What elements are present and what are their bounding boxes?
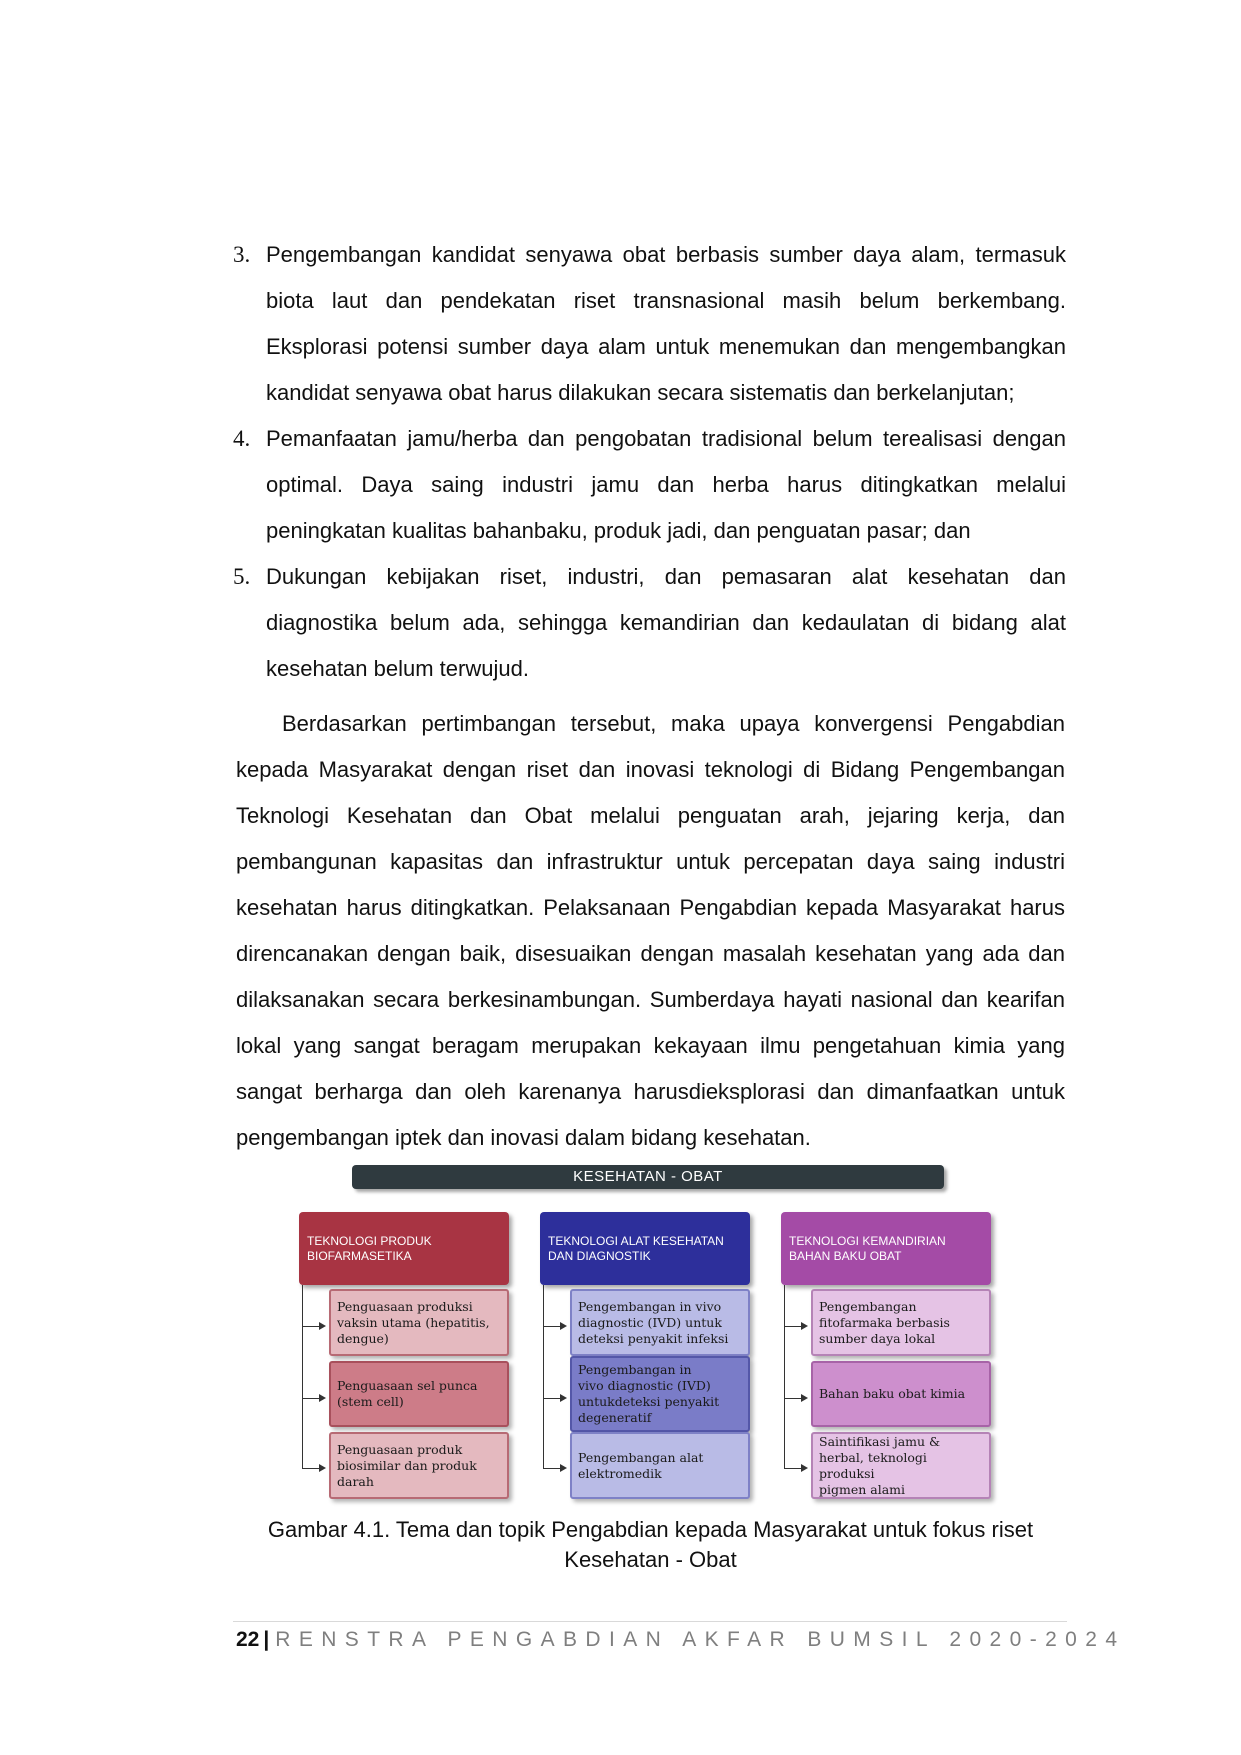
list-item — [233, 232, 1066, 416]
page-footer — [236, 1627, 1125, 1653]
card-line: Penguasaan produksi — [337, 1298, 473, 1314]
connector-line — [784, 1398, 802, 1399]
arrow-icon — [801, 1464, 808, 1472]
caption-line: Gambar 4.1. Tema dan topik Pengabdian kepada Masyarakat untuk fokus riset — [267, 1517, 1034, 1542]
heading-line: TEKNOLOGI PRODUK — [307, 1234, 432, 1248]
list-text: Pemanfaatan jamu/herba dan pengobatan tradisional belum terealisasi dengan optimal. Daya saing industri jamu dan herba harus ditingkatkan melalui peningkatan kualitas bahanbaku, produk jadi, dan penguatan pasar; dan — [266, 426, 1066, 543]
connector-line — [302, 1285, 303, 1468]
card-line: dengue) — [337, 1330, 389, 1346]
heading-line: TEKNOLOGI KEMANDIRIAN — [789, 1234, 946, 1248]
connector-line — [302, 1398, 320, 1399]
diagram-banner: KESEHATAN - OBAT — [352, 1165, 944, 1189]
column-heading-biofarmasetika — [299, 1212, 509, 1285]
card-line: Penguasaan sel punca — [337, 1378, 478, 1393]
numbered-list — [233, 232, 1066, 692]
arrow-icon — [560, 1322, 567, 1330]
card-line: biosimilar dan produk — [337, 1457, 477, 1473]
connector-line — [784, 1326, 802, 1327]
connector-line — [543, 1398, 561, 1399]
card-line: Pengembangan in vivo — [578, 1298, 722, 1314]
arrow-icon — [801, 1394, 808, 1402]
column-heading-bahan-baku — [781, 1212, 991, 1285]
connector-line — [784, 1468, 802, 1469]
card-line: fitofarmaka berbasis — [819, 1314, 950, 1330]
card-line: Pengembangan alat — [578, 1449, 704, 1465]
list-number: 5. — [233, 564, 251, 589]
heading-line: DAN DIAGNOSTIK — [548, 1249, 651, 1263]
card-line: vivo diagnostic (IVD) — [578, 1378, 711, 1393]
arrow-icon — [319, 1394, 326, 1402]
topic-card — [811, 1289, 991, 1356]
topic-card — [329, 1289, 509, 1356]
card-line: degeneratif — [578, 1410, 652, 1425]
arrow-icon — [319, 1322, 326, 1330]
topic-card — [811, 1432, 991, 1499]
list-text: Dukungan kebijakan riset, industri, dan pemasaran alat kesehatan dan diagnostika belum ada, sehingga kemandirian dan kedaulatan di bidang alat kesehatan belum terwujud. — [266, 564, 1066, 681]
card-line: deteksi penyakit infeksi — [578, 1330, 729, 1346]
topic-card — [570, 1432, 750, 1499]
list-number: 4. — [233, 426, 251, 451]
card-line: (stem cell) — [337, 1394, 404, 1409]
topic-card — [811, 1361, 991, 1427]
connector-line — [784, 1285, 785, 1468]
connector-line — [543, 1468, 561, 1469]
list-number: 3. — [233, 242, 251, 267]
card-line: diagnostic (IVD) untuk — [578, 1314, 722, 1330]
arrow-icon — [560, 1394, 567, 1402]
card-line: vaksin utama (hepatitis, — [337, 1314, 490, 1330]
caption-line: Kesehatan - Obat — [564, 1547, 737, 1572]
topic-card — [329, 1361, 509, 1427]
card-line: elektromedik — [578, 1465, 662, 1481]
heading-line: BIOFARMASETIKA — [307, 1249, 412, 1263]
card-line: Bahan baku obat kimia — [819, 1386, 966, 1401]
footer-separator: | — [263, 1628, 270, 1651]
card-line: darah — [337, 1473, 374, 1489]
heading-line: BAHAN BAKU OBAT — [789, 1249, 902, 1263]
figure-caption — [236, 1515, 1065, 1575]
card-line: Saintifikasi jamu & — [819, 1433, 941, 1449]
card-line: Pengembangan in — [578, 1362, 692, 1377]
topic-card — [329, 1432, 509, 1499]
list-item — [233, 416, 1066, 554]
card-line: pigmen alami — [819, 1481, 906, 1497]
arrow-icon — [801, 1322, 808, 1330]
running-title: RENSTRA PENGABDIAN AKFAR BUMSIL 2020-2024 — [275, 1628, 1126, 1651]
connector-line — [543, 1285, 544, 1468]
topic-card — [570, 1356, 750, 1432]
page-number: 22 — [236, 1628, 260, 1651]
topic-card — [570, 1289, 750, 1356]
heading-line: TEKNOLOGI ALAT KESEHATAN — [548, 1234, 724, 1248]
card-line: sumber daya lokal — [819, 1330, 936, 1346]
list-text: Pengembangan kandidat senyawa obat berbasis sumber daya alam, termasuk biota laut dan pendekatan riset transnasional masih belum berkembang. Eksplorasi potensi sumber daya alam untuk menemukan dan mengembangkan kandidat senyawa obat harus dilakukan secara sistematis dan berkelanjutan; — [266, 242, 1066, 405]
connector-line — [543, 1326, 561, 1327]
card-line: Penguasaan produk — [337, 1441, 463, 1457]
arrow-icon — [560, 1464, 567, 1472]
list-item — [233, 554, 1066, 692]
card-line: Pengembangan — [819, 1298, 917, 1314]
card-line: herbal, teknologi produksi — [819, 1449, 927, 1481]
footer-divider — [233, 1621, 1067, 1622]
card-line: untukdeteksi penyakit — [578, 1394, 720, 1409]
arrow-icon — [319, 1464, 326, 1472]
column-heading-alat-kesehatan — [540, 1212, 750, 1285]
connector-line — [302, 1468, 320, 1469]
body-paragraph: Berdasarkan pertimbangan tersebut, maka upaya konvergensi Pengabdian kepada Masyarakat dengan riset dan inovasi teknologi di Bidang Pengembangan Teknologi Kesehatan dan Obat melalui penguatan arah, jejaring kerja, dan pembangunan kapasitas dan infrastruktur untuk percepatan daya saing industri kesehatan harus ditingkatkan. Pelaksanaan Pengabdian kepada Masyarakat harus direncanakan dengan baik, disesuaikan dengan masalah kesehatan yang ada dan dilaksanakan secara berkesinambungan. Sumberdaya hayati nasional dan kearifan lokal yang sangat beragam merupakan kekayaan ilmu pengetahuan kimia yang sangat berharga dan oleh karenanya harusdieksplorasi dan dimanfaatkan untuk pengembangan iptek dan inovasi dalam bidang kesehatan. — [236, 711, 1065, 1150]
connector-line — [302, 1326, 320, 1327]
